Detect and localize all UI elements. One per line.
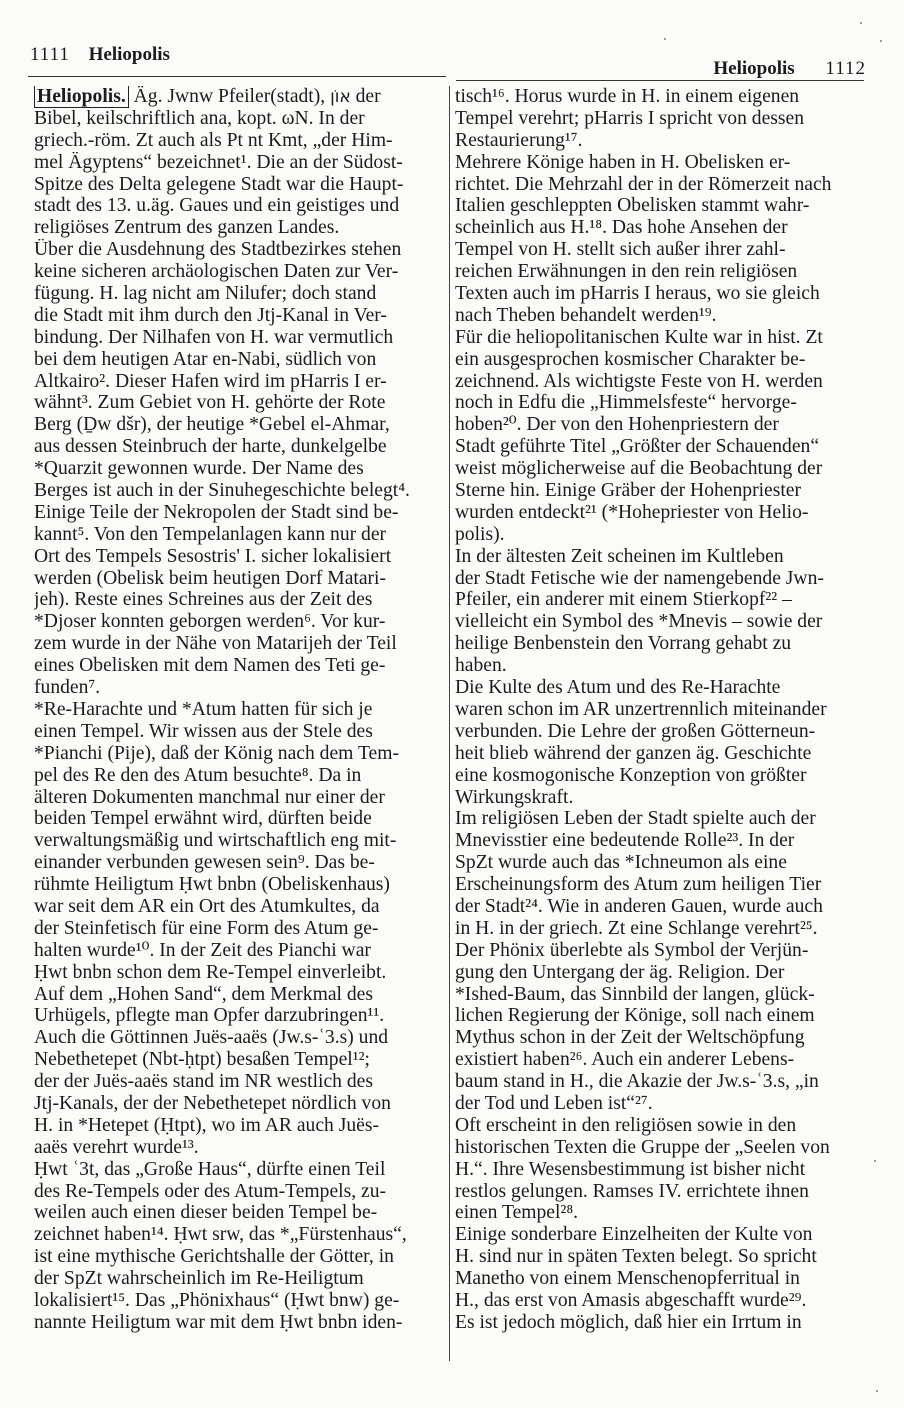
text-line: Tempel von H. stellt sich außer ihrer zahl- [455, 239, 786, 261]
text-line: Manetho von einem Menschenopferritual in [455, 1268, 800, 1290]
text-line: Über die Ausdehnung des Stadtbezirkes stehen [34, 239, 402, 261]
text-line: SpZt wurde auch das *Ichneumon als eine [455, 852, 787, 874]
text-line: Restaurierung¹⁷. [455, 129, 583, 151]
text-line: Texten auch im pHarris I heraus, wo sie gleich [455, 283, 820, 305]
text-line: stadt des 13. u.äg. Gaues und ein geistiges und [34, 195, 400, 217]
text-line: Auf dem „Hohen Sand“, dem Merkmal des [34, 983, 373, 1005]
text-line: zeichnend. Als wichtigste Feste von H. werden [455, 370, 823, 392]
text-line: tisch¹⁶. Horus wurde in H. in einem eigenen [455, 86, 800, 107]
text-line: weist möglicherweise auf die Beobachtung der [455, 458, 823, 480]
text-line: ist eine mythische Gerichtshalle der Götter, in [34, 1246, 394, 1268]
text-line: Mythus schon in der Zeit der Weltschöpfung [455, 1027, 805, 1049]
text-line: Urhügels, pflegte man Opfer darzubringen¹¹. [34, 1005, 385, 1027]
text-line: Mehrere Könige haben in H. Obelisken er- [455, 151, 791, 173]
scan-speck [880, 40, 882, 42]
text-line: *Djoser konnten geborgen werden⁶. Vor kur- [34, 611, 386, 633]
text-line: nannte Heiligtum war mit dem Ḥwt bnbn iden- [34, 1311, 403, 1333]
text-line: vielleicht ein Symbol des *Mnevis – sowie der [455, 611, 823, 633]
text-line: verbunden. Die Lehre der großen Götterneun- [455, 720, 816, 742]
text-line: jeh). Reste eines Schreines aus der Zeit des [34, 589, 373, 611]
text-line: die Stadt mit ihm durch den Jtj-Kanal in Ver- [34, 304, 387, 326]
text-line: In der ältesten Zeit scheinen im Kultleben [455, 545, 784, 567]
text-line: des Re-Tempels oder des Atum-Tempels, zu- [34, 1180, 387, 1202]
scan-speck [860, 22, 862, 24]
text-line: älteren Dokumenten manchmal nur einer der [34, 786, 385, 808]
text-line: halten wurde¹⁰. In der Zeit des Pianchi war [34, 939, 371, 961]
text-line: der Stadt²⁴. Wie in anderen Gauen, wurde auch [455, 895, 823, 917]
text-line: in H. in der griech. Zt eine Schlange verehrt²⁵. [455, 917, 818, 939]
text-line: werden (Obelisk beim heutigen Dorf Matari- [34, 567, 387, 589]
hebrew-name: אוֹן [330, 87, 351, 107]
text-line: restlos gelungen. Ramses IV. errichtete ihnen [455, 1180, 809, 1202]
text-line-body: der [350, 86, 381, 107]
text-line: Jtj-Kanals, der der Nebethetepet nördlich von [34, 1092, 391, 1114]
text-line: hoben²⁰. Der von den Hohenpriestern der [455, 414, 779, 436]
text-line: reichen Erwähnungen in den rein religiösen [455, 261, 798, 283]
text-line: polis). [455, 523, 505, 545]
scan-speck [876, 1390, 878, 1392]
text-line: waren schon im AR unzertrennlich miteinander [455, 698, 827, 720]
text-line: Berg (Ḏw dšr), der heutige *Gebel el-Ahmar, [34, 414, 390, 436]
text-line: Tempel verehrt; pHarris I spricht von dessen [455, 107, 805, 129]
running-header-right [699, 58, 866, 80]
text-line-body: Äg. Jwnw Pfeiler(stadt), [128, 86, 331, 107]
text-line: zeichnet haben¹⁴. Ḥwt srw, das *„Fürstenhaus“, [34, 1224, 407, 1246]
text-line: kannt⁵. Von den Tempelanlagen kann nur der [34, 523, 387, 545]
text-line: Nebethetepet (Nbt-ḥtpt) besaßen Tempel¹²; [34, 1049, 370, 1071]
text-line: der Steinfetisch für eine Form des Atum ge- [34, 917, 379, 939]
text-line: baum stand in H., die Akazie der Jw.s-ʿ3.s, „in [455, 1071, 819, 1093]
text-line: der Stadt Fetische wie der namengebende Jwn- [455, 567, 824, 589]
text-line [34, 86, 440, 108]
text-line: war seit dem AR ein Ort des Atumkultes, da [34, 895, 380, 917]
text-line: einander verbunden gewesen sein⁹. Das be- [34, 852, 375, 874]
text-line: aaës verehrt wurde¹³. [34, 1136, 199, 1158]
text-line: der SpZt wahrscheinlich im Re-Heiligtum [34, 1268, 364, 1290]
text-line: keine sicheren archäologischen Daten zur Ver- [34, 261, 399, 283]
text-line: beiden Tempel erwähnt wird, dürften beide [34, 808, 372, 830]
text-line: *Re-Harachte und *Atum hatten für sich je [34, 698, 373, 720]
text-line: Pfeiler, ein anderer mit einem Stierkopf²² – [455, 589, 792, 611]
text-line: nach Theben behandelt werden¹⁹. [455, 304, 717, 326]
text-line: wähnt³. Zum Gebiet von H. gehörte der Rote [34, 392, 386, 414]
text-line: einen Tempel²⁸. [455, 1202, 579, 1224]
text-line: Es ist jedoch möglich, daß hier ein Irrtum in [455, 1311, 802, 1333]
text-line: aus dessen Steinbruch der harte, dunkelgelbe [34, 436, 387, 458]
right-column [455, 86, 862, 1334]
text-line: zem wurde in der Nähe von Matarijeh der Teil [34, 633, 397, 655]
text-line: heit blieb während der ganzen äg. Geschichte [455, 742, 812, 764]
text-line: Altkairo². Dieser Hafen wird im pHarris I er- [34, 370, 387, 392]
text-line: eines Obelisken mit dem Namen des Teti ge- [34, 655, 386, 677]
header-rule-left [28, 76, 446, 77]
text-line: scheinlich aus H.¹⁸. Das hohe Ansehen der [455, 217, 788, 239]
text-line: religiöses Zentrum des ganzen Landes. [34, 217, 340, 239]
text-line: H.“. Ihre Wesensbestimmung ist bisher nicht [455, 1158, 806, 1180]
text-line: bei dem heutigen Atar en-Nabi, südlich von [34, 348, 377, 370]
scan-speck [664, 38, 666, 40]
header-rule-right [456, 80, 864, 81]
text-line: Für die heliopolitanischen Kulte war in hist. Zt [455, 326, 823, 348]
scan-speck [874, 1160, 876, 1162]
lemma-heading: Heliopolis. [34, 86, 129, 108]
text-line: Im religiösen Leben der Stadt spielte auch der [455, 808, 816, 830]
text-line: existiert haben²⁶. Auch ein anderer Lebens- [455, 1049, 795, 1071]
text-line: Ort des Tempels Sesostris' I. sicher lokalisiert [34, 545, 392, 567]
text-line: Einige sonderbare Einzelheiten der Kulte von [455, 1224, 813, 1246]
text-line: Bibel, keilschriftlich ana, kopt. ωΝ. In der [34, 107, 365, 129]
text-line: *Quarzit gewonnen wurde. Der Name des [34, 458, 364, 480]
header-title-left: Heliopolis [88, 44, 170, 65]
text-line: Oft erscheint in den religiösen sowie in den [455, 1114, 797, 1136]
text-line: H. in *Hetepet (Ḥtpt), wo im AR auch Juës- [34, 1114, 380, 1136]
text-line: lokalisiert¹⁵. Das „Phönixhaus“ (Ḥwt bnw) ge- [34, 1289, 400, 1311]
text-line: bindung. Der Nilhafen von H. war vermutlich [34, 326, 394, 348]
text-line: heilige Benbenstein den Vorrang gehabt zu [455, 633, 792, 655]
page-number-left: 1111 [30, 44, 70, 65]
text-line: Wirkungskraft. [455, 786, 574, 808]
text-line: Einige Teile der Nekropolen der Stadt sind be- [34, 501, 399, 523]
text-line: lichen Regierung der Könige, soll nach einem [455, 1005, 815, 1027]
text-line: wurden entdeckt²¹ (*Hohepriester von Helio- [455, 501, 809, 523]
text-line: historischen Texten die Gruppe der „Seelen von [455, 1136, 830, 1158]
text-line: rühmte Heiligtum Ḥwt bnbn (Obeliskenhaus) [34, 874, 390, 896]
text-line: mel Ägyptens“ bezeichnet¹. Die an der Südost- [34, 151, 403, 173]
text-line: haben. [455, 655, 507, 677]
text-line: fügung. H. lag nicht am Nilufer; doch stand [34, 283, 377, 305]
text-line: richtet. Die Mehrzahl der in der Römerzeit nach [455, 173, 832, 195]
text-line: *Ished-Baum, das Sinnbild der langen, glück- [455, 983, 815, 1005]
text-line: *Pianchi (Pije), daß der König nach dem Tem- [34, 742, 400, 764]
text-line: der Tod und Leben ist“²⁷. [455, 1092, 653, 1114]
page-number-right: 1112 [825, 58, 866, 79]
text-line: pel des Re den des Atum besuchte⁸. Da in [34, 764, 362, 786]
header-title-right: Heliopolis [713, 58, 795, 79]
text-line: gung den Untergang der äg. Religion. Der [455, 961, 785, 983]
left-column [34, 86, 440, 1334]
text-line: Berges ist auch in der Sinuhegeschichte belegt⁴. [34, 480, 410, 502]
text-line: Stadt geführte Titel „Größter der Schauenden“ [455, 436, 820, 458]
text-line: verwaltungsmäßig und wirtschaftlich eng mit- [34, 830, 397, 852]
text-line: der der Juës-aaës stand im NR westlich des [34, 1071, 373, 1093]
text-line: Erscheinungsform des Atum zum heiligen Tier [455, 874, 822, 896]
text-line: Italien geschleppten Obelisken stammt wahr- [455, 195, 810, 217]
text-line: Ḥwt bnbn schon dem Re-Tempel einverleibt. [34, 961, 387, 983]
text-line: Spitze des Delta gelegene Stadt war die Haupt- [34, 173, 404, 195]
text-line: Ḥwt ʿ3t, das „Große Haus“, dürfte einen Teil [34, 1158, 386, 1180]
text-line: Der Phönix überlebte als Symbol der Verjün- [455, 939, 809, 961]
text-line: H. sind nur in späten Texten belegt. So spricht [455, 1246, 817, 1268]
text-line: Mnevisstier eine bedeutende Rolle²³. In der [455, 830, 795, 852]
text-line: H., das erst von Amasis abgeschafft wurde²⁹. [455, 1289, 807, 1311]
running-header-left [30, 44, 184, 66]
text-line: Auch die Göttinnen Juës-aaës (Jw.s-ʿ3.s) und [34, 1027, 389, 1049]
text-line: funden⁷. [34, 677, 101, 699]
text-line: weilen auch einen dieser beiden Tempel be- [34, 1202, 378, 1224]
text-line: eine kosmogonische Konzeption von größter [455, 764, 807, 786]
text-line: Sterne hin. Einige Gräber der Hohenpriester [455, 480, 802, 502]
text-line: griech.-röm. Zt auch als Pt nt Kmt, „der Him- [34, 129, 393, 151]
column-divider [449, 86, 450, 1361]
text-line: Die Kulte des Atum und des Re-Harachte [455, 677, 781, 699]
text-line: ein ausgesprochen kosmischer Charakter be- [455, 348, 806, 370]
text-line: noch in Edfu die „Himmelsfeste“ hervorge- [455, 392, 797, 414]
text-line: einen Tempel. Wir wissen aus der Stele des [34, 720, 373, 742]
